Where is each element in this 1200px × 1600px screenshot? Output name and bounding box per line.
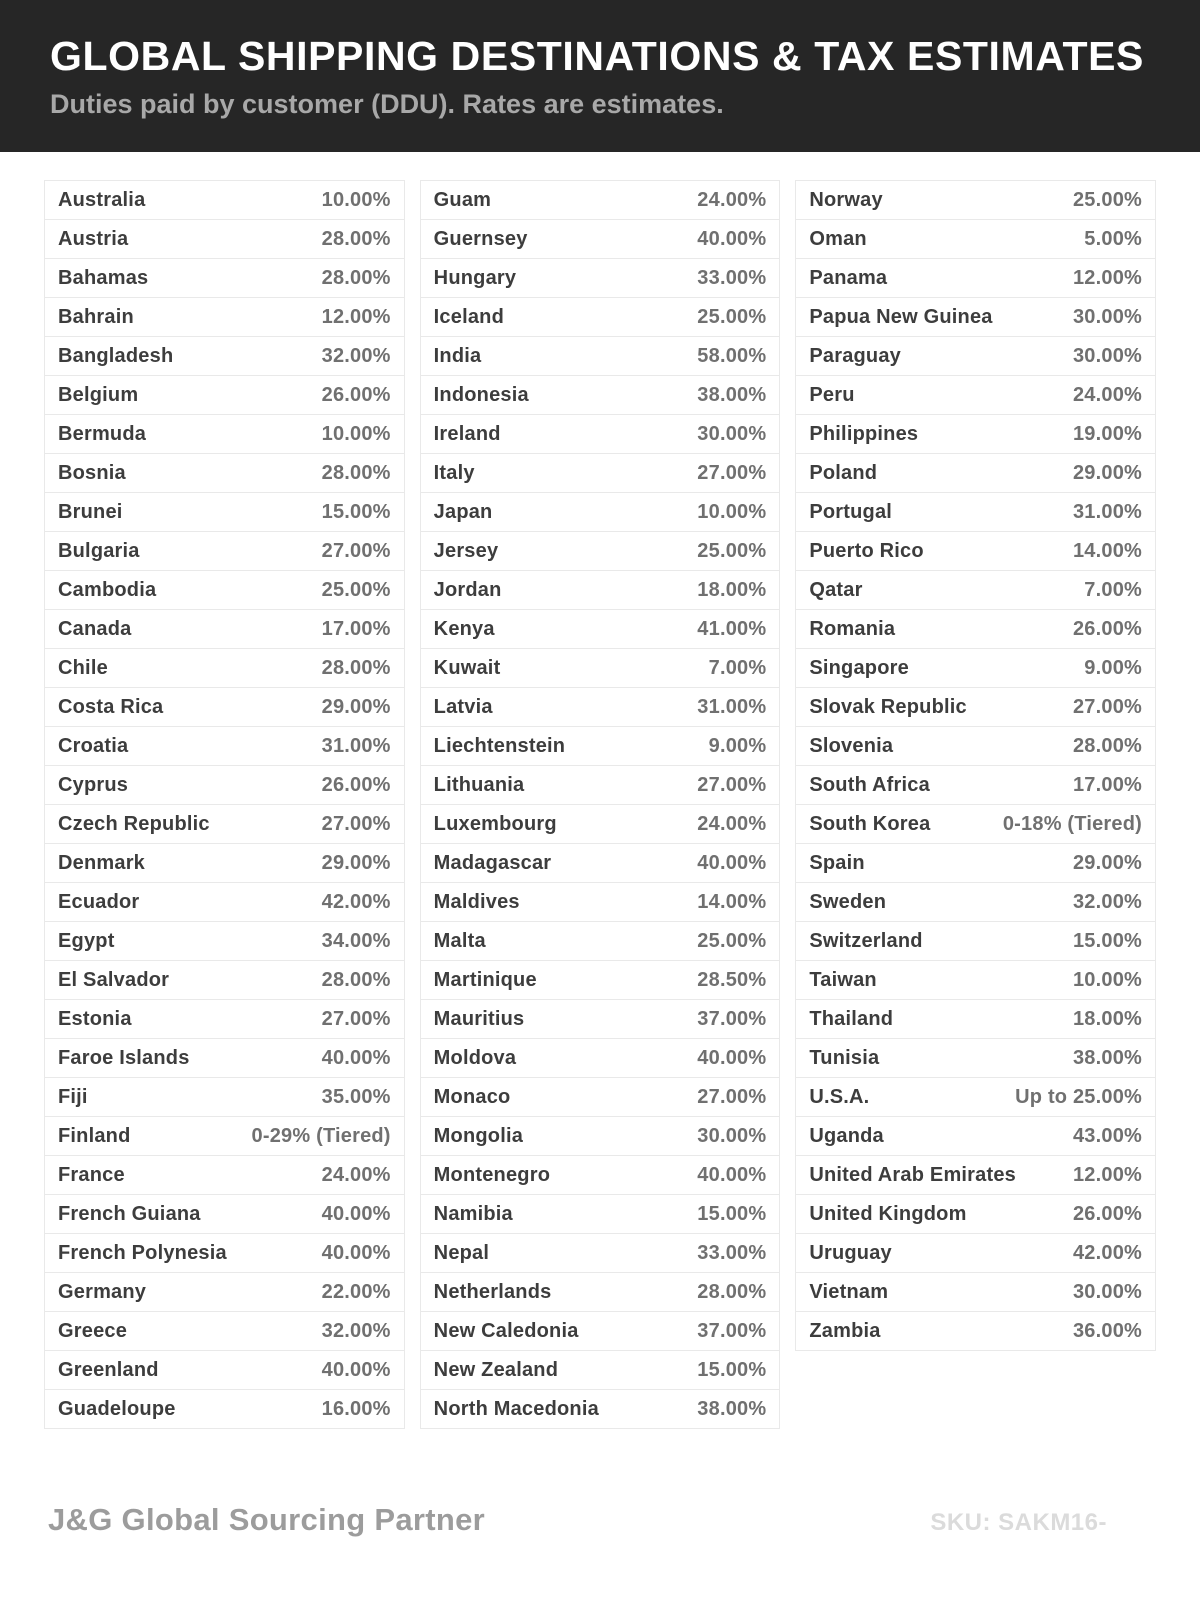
rate-value: 17.00% bbox=[1072, 773, 1143, 796]
country-label: Norway bbox=[809, 188, 883, 211]
rate-value: 24.00% bbox=[697, 812, 767, 835]
country-label: Bosnia bbox=[58, 461, 126, 484]
country-label: Liechtenstein bbox=[433, 734, 566, 757]
rates-columns bbox=[44, 180, 1156, 1429]
rate-value: 12.00% bbox=[1072, 266, 1143, 289]
rate-value: 27.00% bbox=[697, 1085, 767, 1108]
table-row bbox=[421, 1195, 780, 1234]
table-row bbox=[45, 1078, 404, 1117]
table-row bbox=[796, 181, 1155, 220]
rate-value: 24.00% bbox=[697, 188, 767, 211]
table-row bbox=[45, 1195, 404, 1234]
table-row bbox=[421, 337, 780, 376]
country-label: Monaco bbox=[433, 1085, 511, 1108]
country-label: Belgium bbox=[58, 383, 139, 406]
rate-value: 10.00% bbox=[321, 422, 391, 445]
country-label: Paraguay bbox=[809, 344, 901, 367]
country-label: Namibia bbox=[433, 1202, 513, 1225]
country-label: Mongolia bbox=[433, 1124, 524, 1147]
rate-value: 40.00% bbox=[697, 851, 767, 874]
country-label: Peru bbox=[809, 383, 855, 406]
table-row bbox=[796, 532, 1155, 571]
table-row bbox=[45, 922, 404, 961]
rate-value: 29.00% bbox=[1072, 851, 1143, 874]
table-row bbox=[45, 688, 404, 727]
country-label: Bahrain bbox=[58, 305, 134, 328]
country-label: New Caledonia bbox=[433, 1319, 579, 1342]
rate-value: 32.00% bbox=[1072, 890, 1143, 913]
table-row bbox=[421, 1390, 780, 1428]
table-row bbox=[796, 1156, 1155, 1195]
table-row bbox=[45, 1000, 404, 1039]
country-label: Cyprus bbox=[58, 773, 129, 796]
table-row bbox=[796, 805, 1155, 844]
country-label: Estonia bbox=[58, 1007, 132, 1030]
country-label: Australia bbox=[58, 188, 146, 211]
table-row bbox=[421, 1117, 780, 1156]
table-row bbox=[796, 493, 1155, 532]
country-label: Kuwait bbox=[433, 656, 501, 679]
rate-value: 32.00% bbox=[321, 344, 391, 367]
rate-value: 41.00% bbox=[697, 617, 767, 640]
rate-value: 24.00% bbox=[321, 1163, 391, 1186]
table-row bbox=[421, 415, 780, 454]
rate-value: 12.00% bbox=[1072, 1163, 1143, 1186]
rate-value: Up to 25.00% bbox=[1015, 1085, 1143, 1108]
country-label: New Zealand bbox=[433, 1358, 559, 1381]
country-label: Bermuda bbox=[58, 422, 147, 445]
rate-value: 58.00% bbox=[697, 344, 767, 367]
rate-value: 7.00% bbox=[708, 656, 767, 679]
rate-value: 30.00% bbox=[697, 1124, 767, 1147]
table-row bbox=[421, 1156, 780, 1195]
country-label: Qatar bbox=[809, 578, 863, 601]
country-label: South Africa bbox=[809, 773, 930, 796]
rate-value: 27.00% bbox=[1072, 695, 1143, 718]
country-label: Lithuania bbox=[433, 773, 525, 796]
country-label: Bulgaria bbox=[58, 539, 140, 562]
country-label: Oman bbox=[809, 227, 867, 250]
rate-value: 29.00% bbox=[321, 851, 391, 874]
country-label: Cambodia bbox=[58, 578, 157, 601]
table-row bbox=[421, 220, 780, 259]
table-row bbox=[796, 1312, 1155, 1350]
rate-value: 33.00% bbox=[697, 266, 767, 289]
table-row bbox=[421, 922, 780, 961]
rate-value: 9.00% bbox=[708, 734, 767, 757]
rate-value: 40.00% bbox=[321, 1241, 391, 1264]
rate-value: 14.00% bbox=[1072, 539, 1143, 562]
table-row bbox=[45, 337, 404, 376]
rate-value: 28.00% bbox=[697, 1280, 767, 1303]
country-label: Uganda bbox=[809, 1124, 884, 1147]
country-label: Panama bbox=[809, 266, 888, 289]
country-label: Hungary bbox=[433, 266, 517, 289]
rate-value: 40.00% bbox=[697, 1046, 767, 1069]
table-row bbox=[421, 961, 780, 1000]
country-label: Puerto Rico bbox=[809, 539, 924, 562]
table-row bbox=[421, 1351, 780, 1390]
table-row bbox=[796, 571, 1155, 610]
rate-value: 27.00% bbox=[697, 773, 767, 796]
table-row bbox=[421, 298, 780, 337]
country-label: French Guiana bbox=[58, 1202, 201, 1225]
country-label: Bahamas bbox=[58, 266, 149, 289]
table-row bbox=[45, 1273, 404, 1312]
country-label: Malta bbox=[433, 929, 486, 952]
table-row bbox=[421, 727, 780, 766]
table-row bbox=[421, 493, 780, 532]
table-row bbox=[796, 1039, 1155, 1078]
rate-value: 10.00% bbox=[1072, 968, 1143, 991]
country-label: Switzerland bbox=[809, 929, 923, 952]
table-row bbox=[45, 766, 404, 805]
rate-value: 37.00% bbox=[697, 1007, 767, 1030]
country-label: El Salvador bbox=[58, 968, 170, 991]
rate-value: 31.00% bbox=[697, 695, 767, 718]
rate-value: 28.00% bbox=[321, 968, 391, 991]
rate-value: 34.00% bbox=[321, 929, 391, 952]
table-row bbox=[421, 883, 780, 922]
country-label: India bbox=[433, 344, 482, 367]
country-label: Singapore bbox=[809, 656, 909, 679]
country-label: Uruguay bbox=[809, 1241, 892, 1264]
rate-value: 40.00% bbox=[321, 1202, 391, 1225]
country-label: Guadeloupe bbox=[58, 1397, 176, 1420]
country-label: Greenland bbox=[58, 1358, 159, 1381]
sku-label: SKU: SAKM16- bbox=[930, 1509, 1107, 1536]
country-label: France bbox=[58, 1163, 125, 1186]
country-label: Germany bbox=[58, 1280, 147, 1303]
country-label: Netherlands bbox=[433, 1280, 552, 1303]
rate-value: 7.00% bbox=[1084, 578, 1143, 601]
rate-value: 27.00% bbox=[321, 812, 391, 835]
rate-value: 26.00% bbox=[321, 383, 391, 406]
table-row bbox=[796, 220, 1155, 259]
table-row bbox=[45, 181, 404, 220]
rate-value: 25.00% bbox=[1072, 188, 1143, 211]
table-row bbox=[45, 571, 404, 610]
rate-value: 31.00% bbox=[321, 734, 391, 757]
country-label: Jordan bbox=[433, 578, 502, 601]
rate-value: 18.00% bbox=[697, 578, 767, 601]
table-row bbox=[45, 1351, 404, 1390]
rate-value: 24.00% bbox=[1072, 383, 1143, 406]
country-label: Philippines bbox=[809, 422, 919, 445]
rate-value: 29.00% bbox=[321, 695, 391, 718]
country-label: Austria bbox=[58, 227, 129, 250]
country-label: Sweden bbox=[809, 890, 887, 913]
rate-table-2 bbox=[420, 180, 781, 1429]
rate-value: 25.00% bbox=[321, 578, 391, 601]
table-row bbox=[45, 454, 404, 493]
country-label: Tunisia bbox=[809, 1046, 880, 1069]
table-row bbox=[421, 844, 780, 883]
table-row bbox=[421, 181, 780, 220]
country-label: Slovenia bbox=[809, 734, 894, 757]
rate-table-1 bbox=[44, 180, 405, 1429]
table-row bbox=[45, 649, 404, 688]
rate-value: 36.00% bbox=[1072, 1319, 1143, 1342]
table-row bbox=[45, 844, 404, 883]
table-row bbox=[421, 1273, 780, 1312]
table-row bbox=[796, 259, 1155, 298]
country-label: Maldives bbox=[433, 890, 520, 913]
table-row bbox=[796, 883, 1155, 922]
rate-value: 5.00% bbox=[1084, 227, 1143, 250]
table-row bbox=[796, 610, 1155, 649]
rate-value: 26.00% bbox=[321, 773, 391, 796]
country-label: Ecuador bbox=[58, 890, 140, 913]
rate-value: 25.00% bbox=[697, 929, 767, 952]
rate-table-3 bbox=[795, 180, 1156, 1351]
country-label: Zambia bbox=[809, 1319, 881, 1342]
country-label: Martinique bbox=[433, 968, 537, 991]
table-row bbox=[796, 961, 1155, 1000]
rate-value: 27.00% bbox=[321, 539, 391, 562]
rate-value: 0-29% (Tiered) bbox=[251, 1124, 391, 1147]
rate-value: 28.50% bbox=[697, 968, 767, 991]
table-row bbox=[45, 220, 404, 259]
table-row bbox=[796, 1234, 1155, 1273]
table-row bbox=[796, 1000, 1155, 1039]
rate-value: 16.00% bbox=[321, 1397, 391, 1420]
rate-value: 30.00% bbox=[1072, 305, 1143, 328]
country-label: Finland bbox=[58, 1124, 131, 1147]
country-label: Latvia bbox=[433, 695, 493, 718]
table-row bbox=[796, 922, 1155, 961]
table-row bbox=[796, 376, 1155, 415]
rate-value: 32.00% bbox=[321, 1319, 391, 1342]
rate-value: 19.00% bbox=[1072, 422, 1143, 445]
table-row bbox=[45, 1234, 404, 1273]
country-label: Iceland bbox=[433, 305, 504, 328]
brand-label: J&G Global Sourcing Partner bbox=[48, 1502, 486, 1537]
rate-value: 31.00% bbox=[1072, 500, 1143, 523]
table-row bbox=[421, 766, 780, 805]
rate-value: 30.00% bbox=[1072, 1280, 1143, 1303]
country-label: Japan bbox=[433, 500, 493, 523]
rate-value: 42.00% bbox=[1072, 1241, 1143, 1264]
table-row bbox=[421, 805, 780, 844]
table-row bbox=[796, 1117, 1155, 1156]
country-label: South Korea bbox=[809, 812, 931, 835]
country-label: Canada bbox=[58, 617, 132, 640]
country-label: Jersey bbox=[433, 539, 499, 562]
table-row bbox=[45, 415, 404, 454]
table-row bbox=[421, 1000, 780, 1039]
country-label: North Macedonia bbox=[433, 1397, 599, 1420]
page-footer bbox=[48, 1502, 1107, 1538]
table-row bbox=[421, 1078, 780, 1117]
rate-value: 22.00% bbox=[321, 1280, 391, 1303]
table-row bbox=[796, 1195, 1155, 1234]
rate-value: 40.00% bbox=[321, 1046, 391, 1069]
country-label: French Polynesia bbox=[58, 1241, 227, 1264]
table-row bbox=[796, 844, 1155, 883]
page-subtitle: Duties paid by customer (DDU). Rates are estimates. bbox=[50, 88, 724, 119]
rate-value: 10.00% bbox=[321, 188, 391, 211]
rate-value: 15.00% bbox=[1072, 929, 1143, 952]
country-label: Brunei bbox=[58, 500, 123, 523]
rate-value: 15.00% bbox=[321, 500, 391, 523]
rate-value: 38.00% bbox=[697, 383, 767, 406]
country-label: Guernsey bbox=[433, 227, 528, 250]
table-row bbox=[45, 1117, 404, 1156]
country-label: Czech Republic bbox=[58, 812, 210, 835]
table-row bbox=[45, 493, 404, 532]
country-label: Vietnam bbox=[809, 1280, 889, 1303]
table-row bbox=[45, 1039, 404, 1078]
country-label: Denmark bbox=[58, 851, 145, 874]
table-row bbox=[796, 688, 1155, 727]
country-label: Romania bbox=[809, 617, 896, 640]
country-label: Slovak Republic bbox=[809, 695, 967, 718]
page-header bbox=[0, 0, 1200, 152]
table-row bbox=[45, 1390, 404, 1428]
rate-value: 40.00% bbox=[697, 227, 767, 250]
rate-value: 17.00% bbox=[321, 617, 391, 640]
country-label: Bangladesh bbox=[58, 344, 174, 367]
table-row bbox=[796, 1078, 1155, 1117]
rate-value: 38.00% bbox=[1072, 1046, 1143, 1069]
rate-value: 12.00% bbox=[321, 305, 391, 328]
table-row bbox=[796, 1273, 1155, 1312]
table-row bbox=[796, 337, 1155, 376]
table-row bbox=[45, 298, 404, 337]
rate-value: 37.00% bbox=[697, 1319, 767, 1342]
table-row bbox=[45, 805, 404, 844]
country-label: U.S.A. bbox=[809, 1085, 870, 1108]
country-label: Spain bbox=[809, 851, 865, 874]
country-label: Croatia bbox=[58, 734, 129, 757]
country-label: Chile bbox=[58, 656, 108, 679]
rate-value: 40.00% bbox=[697, 1163, 767, 1186]
country-label: Indonesia bbox=[433, 383, 529, 406]
rate-value: 30.00% bbox=[697, 422, 767, 445]
country-label: Italy bbox=[433, 461, 475, 484]
country-label: United Arab Emirates bbox=[809, 1163, 1016, 1186]
table-row bbox=[796, 298, 1155, 337]
table-row bbox=[45, 961, 404, 1000]
rate-value: 15.00% bbox=[697, 1202, 767, 1225]
table-row bbox=[421, 454, 780, 493]
country-label: Ireland bbox=[433, 422, 501, 445]
rate-value: 0-18% (Tiered) bbox=[1002, 812, 1143, 835]
rate-value: 14.00% bbox=[697, 890, 767, 913]
rate-value: 40.00% bbox=[321, 1358, 391, 1381]
table-row bbox=[796, 649, 1155, 688]
country-label: Guam bbox=[433, 188, 492, 211]
table-row bbox=[45, 376, 404, 415]
page-title: GLOBAL SHIPPING DESTINATIONS & TAX ESTIMATES bbox=[50, 32, 1144, 79]
rate-value: 43.00% bbox=[1072, 1124, 1143, 1147]
country-label: Mauritius bbox=[433, 1007, 525, 1030]
rate-value: 38.00% bbox=[697, 1397, 767, 1420]
country-label: United Kingdom bbox=[809, 1202, 967, 1225]
rate-value: 29.00% bbox=[1072, 461, 1143, 484]
country-label: Montenegro bbox=[433, 1163, 551, 1186]
rate-value: 28.00% bbox=[321, 656, 391, 679]
country-label: Greece bbox=[58, 1319, 128, 1342]
table-row bbox=[796, 766, 1155, 805]
table-row bbox=[421, 688, 780, 727]
table-row bbox=[45, 1312, 404, 1351]
country-label: Thailand bbox=[809, 1007, 894, 1030]
table-row bbox=[421, 1234, 780, 1273]
rate-value: 26.00% bbox=[1072, 1202, 1143, 1225]
table-row bbox=[421, 259, 780, 298]
rate-value: 10.00% bbox=[697, 500, 767, 523]
table-row bbox=[796, 454, 1155, 493]
table-row bbox=[45, 610, 404, 649]
country-label: Taiwan bbox=[809, 968, 877, 991]
country-label: Egypt bbox=[58, 929, 115, 952]
table-row bbox=[45, 727, 404, 766]
table-row bbox=[796, 727, 1155, 766]
table-row bbox=[796, 415, 1155, 454]
rate-value: 28.00% bbox=[321, 227, 391, 250]
table-row bbox=[45, 1156, 404, 1195]
rate-value: 28.00% bbox=[321, 461, 391, 484]
rate-value: 35.00% bbox=[321, 1085, 391, 1108]
country-label: Poland bbox=[809, 461, 878, 484]
rate-value: 25.00% bbox=[697, 539, 767, 562]
country-label: Portugal bbox=[809, 500, 893, 523]
table-row bbox=[421, 532, 780, 571]
country-label: Madagascar bbox=[433, 851, 552, 874]
table-row bbox=[421, 610, 780, 649]
table-row bbox=[421, 649, 780, 688]
rate-value: 18.00% bbox=[1072, 1007, 1143, 1030]
country-label: Faroe Islands bbox=[58, 1046, 190, 1069]
country-label: Papua New Guinea bbox=[809, 305, 993, 328]
rate-value: 27.00% bbox=[697, 461, 767, 484]
rate-value: 9.00% bbox=[1084, 656, 1143, 679]
rate-value: 30.00% bbox=[1072, 344, 1143, 367]
table-row bbox=[45, 259, 404, 298]
table-row bbox=[421, 1312, 780, 1351]
country-label: Kenya bbox=[433, 617, 495, 640]
country-label: Luxembourg bbox=[433, 812, 557, 835]
rate-value: 28.00% bbox=[1072, 734, 1143, 757]
rate-value: 15.00% bbox=[697, 1358, 767, 1381]
table-row bbox=[421, 376, 780, 415]
table-row bbox=[421, 1039, 780, 1078]
country-label: Fiji bbox=[58, 1085, 88, 1108]
country-label: Costa Rica bbox=[58, 695, 164, 718]
country-label: Nepal bbox=[433, 1241, 490, 1264]
rate-value: 28.00% bbox=[321, 266, 391, 289]
rate-value: 27.00% bbox=[321, 1007, 391, 1030]
table-row bbox=[45, 532, 404, 571]
table-row bbox=[421, 571, 780, 610]
rate-value: 26.00% bbox=[1072, 617, 1143, 640]
rate-value: 33.00% bbox=[697, 1241, 767, 1264]
table-row bbox=[45, 883, 404, 922]
rate-value: 42.00% bbox=[321, 890, 391, 913]
country-label: Moldova bbox=[433, 1046, 517, 1069]
rate-value: 25.00% bbox=[697, 305, 767, 328]
